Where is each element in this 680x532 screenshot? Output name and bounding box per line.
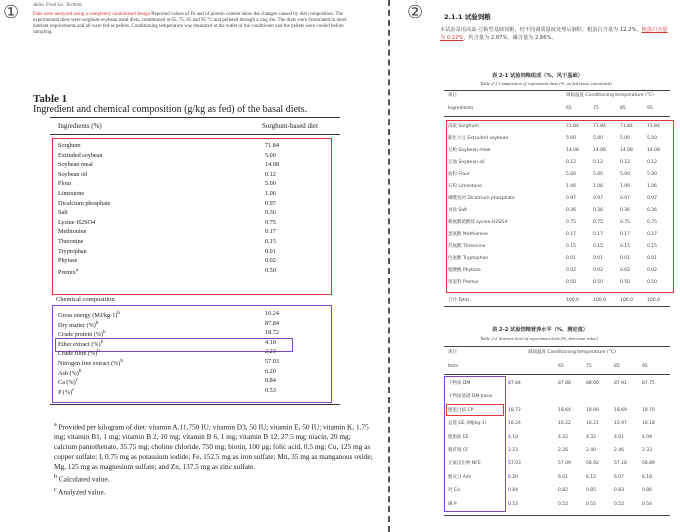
table-row: 粗纤维 CF 2.23 2.26 2.40 2.46 2.33 (448, 448, 653, 453)
table1-header-row: 项目 调质温度 Conditioning temperature (°C) (448, 93, 654, 98)
col-header-ingredients: Ingredients (%) (58, 122, 102, 130)
table-top-rule (50, 117, 340, 118)
table1-total-row: 合计 Total 100.0 100.0 100.0 100.0 (448, 298, 660, 303)
table-row: Threonine 0.15 (58, 237, 276, 245)
section-paragraph: 本试验采用高粱-豆粕型基础饲粮，经不同调质温度处理后制粒。粗蛋白含量为 12.2%，粗蛋白含量为 0.22%，钙含量为 2.87%，磷含量为 2.86%。 (440, 27, 668, 41)
table-row: Nitrogen free extract (%)$^b$ 57.03 (58, 357, 279, 368)
table-row: 粗蛋白质 CP 18.72 18.64 18.66 18.69 18.70 (448, 407, 655, 413)
table-row: P (%)$^c$ 0.53 (58, 386, 276, 396)
table-row: Soybean oil 0.12 (58, 170, 276, 178)
table-row: 磷 P 0.53 0.52 0.55 0.52 0.54 (448, 501, 653, 507)
footnote-calculated: $^b$ Calculated value. (54, 474, 110, 484)
table-row: 面粉 Flour 5.00 5.00 5.00 5.00 (448, 172, 658, 177)
table-header-rule (50, 134, 340, 135)
table-row: Flour 5.00 (58, 180, 276, 188)
table-row: 钙 Ca 0.84 0.82 0.85 0.83 0.86 (448, 488, 653, 494)
table-row: 豆油 Soybean oil 0.12 0.12 0.12 0.12 (448, 160, 658, 165)
ingredient-rows (58, 141, 320, 275)
table-row: Soybean meal 14.08 (58, 161, 279, 169)
table-row: 赖氨酸硫酸盐 Lysine·H2SO4 0.75 0.75 0.75 0.75 (448, 220, 658, 225)
table1-header-rule (444, 116, 670, 117)
marker-right: ② (407, 2, 424, 23)
col-header-diet: Sorghum-based diet (262, 122, 319, 130)
section-title: 2.1.1 试验饲粮 (444, 13, 491, 21)
table-row: 高粱 Sorghum 71.84 71.84 71.84 71.84 (448, 124, 660, 129)
table-row: 石粉 Limestone 1.06 1.06 1.06 1.06 (448, 184, 658, 189)
table-row: Premix$^a$ 0.50 (58, 266, 276, 276)
footnote-analyzed: $^c$ Analyzed value. (54, 486, 106, 497)
table-row: Ash (%)$^b$ 6.20 (58, 367, 276, 377)
highlighted-text: Data were analysed using a completely randomised design (33, 12, 151, 17)
table-row: 色氨酸 Tryptophan 0.01 0.01 0.01 0.01 (448, 256, 658, 261)
marker-left: ① (3, 2, 20, 23)
left-page (30, 0, 380, 532)
table-footnotes (54, 420, 374, 497)
table-row: Gross energy $(MJ/kg-1)^b$ 16.24 (58, 310, 279, 320)
table-row: Crude protein (%)$^b$ 18.72 (58, 329, 279, 339)
table-row: 无氮浸出物 NFE 57.03 57.09 56.92 57.18 56.89 (448, 461, 655, 467)
highlighted-text: 粗蛋白含量为 0.22% (440, 27, 668, 41)
table-row: 总能 GE (MJ/kg-1) 16.24 16.22 16.21 15.97 16.18 (448, 421, 655, 427)
chemical-rows (58, 309, 320, 395)
table-row: 食盐 Salt 0.36 0.36 0.36 0.36 (448, 208, 658, 213)
table2-temps-row: Item 65 75 85 95 (448, 364, 648, 369)
table-row: Ca (%)$^c$ 0.84 (58, 377, 276, 387)
table-row: Lysine·H2SO4 0.75 (58, 218, 276, 226)
table2-title: 表 2-2 试验饲粮营养水平（%，测定值） (492, 327, 588, 333)
table-row: 蛋氨酸 Methionine 0.17 0.17 0.17 0.17 (448, 232, 658, 237)
table-row: Limestone 1.06 (58, 189, 276, 197)
table1-subtitle: Table 2-1 Composition of experiment diets (%, as-fed basis, calculated) (480, 81, 612, 86)
table-row: Dicalcium phosphate 0.97 (58, 199, 276, 207)
table-row: Phytase 0.02 (58, 257, 276, 265)
table-row: 预混料 Premix 0.50 0.50 0.50 0.50 (448, 280, 658, 285)
table1-bottom-rule (444, 306, 670, 307)
table-row: 粗灰分 Ash 6.20 6.01 6.12 6.07 6.18 (448, 474, 653, 480)
table-row: 膨化大豆 Extruded soybean 5.00 5.00 5.00 5.00 (448, 136, 658, 141)
intro-paragraph (33, 12, 363, 36)
table1-title: 表 2-1 试验饲粮组成（%，风干基础） (492, 73, 583, 79)
table-row: Methionine 0.17 (58, 228, 276, 236)
table-row: Sorghum 71.84 (58, 142, 279, 149)
page-divider (388, 0, 390, 532)
table2-header-rule (444, 374, 670, 375)
table1-temps-row: Ingredients 65 75 85 95 (448, 106, 653, 111)
table-row: Salt 0.36 (58, 209, 276, 217)
table-row: 磷酸氢钙 Dicalcium phosphate 0.97 0.97 0.97 0.97 (448, 196, 658, 201)
chemical-composition-header: Chemical composition (56, 296, 115, 303)
running-head: Anim. Feed Sci. Technol. (33, 3, 83, 8)
table-caption: Ingredient and chemical composition (g/kg as fed) of the basal diets. (33, 104, 308, 115)
right-page (420, 0, 678, 532)
footnote-premix: $^a$ Provided per kilogram of diet: vitamin A,11,750 IU; vitamin D3, 50 IU; vitamin E, 50 IU; vitamin K, 1.75 mg; vitamin B1, 1 mg; vitamin B 2, 10 mg; vitamin B 6, 1 mg; vitamin B 12, 27.5 mg; niacin, 20 mg; calcium pantothenate, 35.75 mg; choline chloride, 750 mg; biotin, 100 μg; folic acid, 0.5 mg; Cu, 125 mg as copper sulfate; I, 0.75 mg as potassium iodide; Fe, 152.5 mg as iron sulfate; Mn, 35 mg as manganous oxide; Mg, 125 mg as magnesium sulfate; and Zn, 137.5 mg as zinc sulfate. (54, 422, 373, 472)
table-row: 植酸酶 Phytase 0.02 0.02 0.02 0.02 (448, 268, 658, 273)
table-row: 豆粕 Soybean meal 14.08 14.08 14.08 14.08 (448, 148, 660, 153)
table-row: Extruded soybean 5.00 (58, 151, 276, 159)
table2-subtitle: Table 2-2 Nutrient level of experiment diets (%, detection value) (480, 336, 598, 341)
table-row: 苏氨酸 Threonine 0.15 0.15 0.15 0.15 (448, 244, 658, 249)
table-row: Ether extract (%)$^b$ 4.10 (58, 338, 276, 348)
table-row: Dry matter (%)$^b$ 87.84 (58, 319, 279, 329)
table2-bottom-rule (444, 515, 670, 516)
table-row: Crude fibre (%)$^b$ 2.23 (58, 348, 276, 358)
table-row: 粗脂肪 EE 4.10 4.22 4.32 4.01 4.09 (448, 434, 653, 440)
table-row: 干物质 DM 87.84 87.88 88.06 87.91 87.75 (448, 381, 655, 386)
table-bottom-rule (50, 404, 340, 405)
table2-top-rule (444, 346, 670, 347)
table-row: Tryptophan 0.01 (58, 247, 276, 255)
table-label: Table 1 (33, 93, 68, 105)
paragraph-text: Reported values of Fe and of protein content show the changes caused by diet composition. The experimental diets were sorghum-soybean meal diets, conditioned at 65, 75, 85 and 95 °C and pelleted through a ring die. The diets were formulated to meet nutrient requirements and all were fed as pellets. Conditioning temperature was measured at the outlet of the conditioner and the pellets were cooled before sampling. (33, 12, 347, 35)
table2-header-row: 项目 调质温度 Conditioning temperature (°C) (448, 350, 616, 355)
table-row: 干物质基础 DM basis (448, 394, 493, 400)
